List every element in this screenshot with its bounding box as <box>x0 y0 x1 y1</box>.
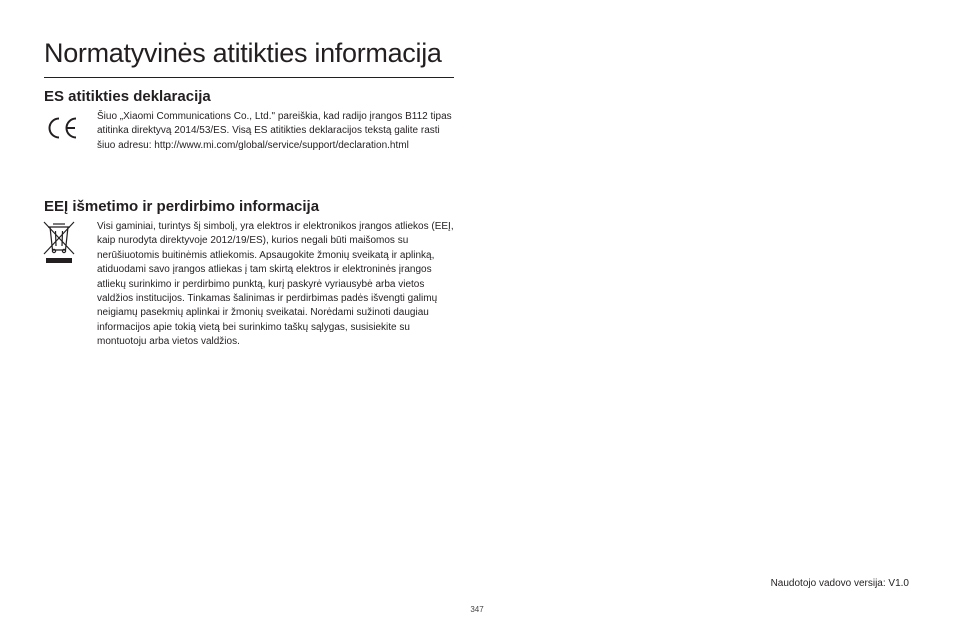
weee-text: Visi gaminiai, turintys šį simbolį, yra elektros ir elektronikos įrangos atliekos (EEĮ, kaip nurodyta direktyvoje 2012/19/ES), kurios negali būti maišomos su nerūšiuotomis buitinėmis atliekomis. Apsaugokite žmonių sveikatą ir aplinką, atiduodami savo įrangos atliekas į tam skirtą elektros ir elektroninės įrangos atliekų surinkimo ir perdirbimo punktą, kurį paskyrė vyriausybė arba vietos valdžios institucijos. Tinkamas šalinimas ir perdirbimas padės išvengti galimų neigiamų pasekmių aplinkai ir žmonių sveikatai. Norėdami sužinoti daugiau informacijos apie tokią vietą bei surinkimo taškų sąlygas, susisiekite su montuotoju arba vietos valdžios. <box>97 221 454 348</box>
crossed-out-bin-icon <box>42 220 76 271</box>
eu-declaration-text: Šiuo „Xiaomi Communications Co., Ltd." pareiškia, kad radijo įrangos B112 tipas atitinka direktyvą 2014/53/ES. Visą ES atitikties deklaracijos tekstą galite rasti šiuo adresu: http://www.mi.com/global/service/support/declaration.html <box>97 111 452 151</box>
ce-mark-icon <box>45 116 79 145</box>
section-heading-eu-declaration: ES atitikties deklaracija <box>44 88 211 105</box>
title-divider <box>44 77 454 78</box>
section-heading-weee: EEĮ išmetimo ir perdirbimo informacija <box>44 198 320 215</box>
page-number: 347 <box>470 605 484 614</box>
page-title: Normatyvinės atitikties informacija <box>44 38 442 68</box>
manual-version: Naudotojo vadovo versija: V1.0 <box>770 578 909 589</box>
